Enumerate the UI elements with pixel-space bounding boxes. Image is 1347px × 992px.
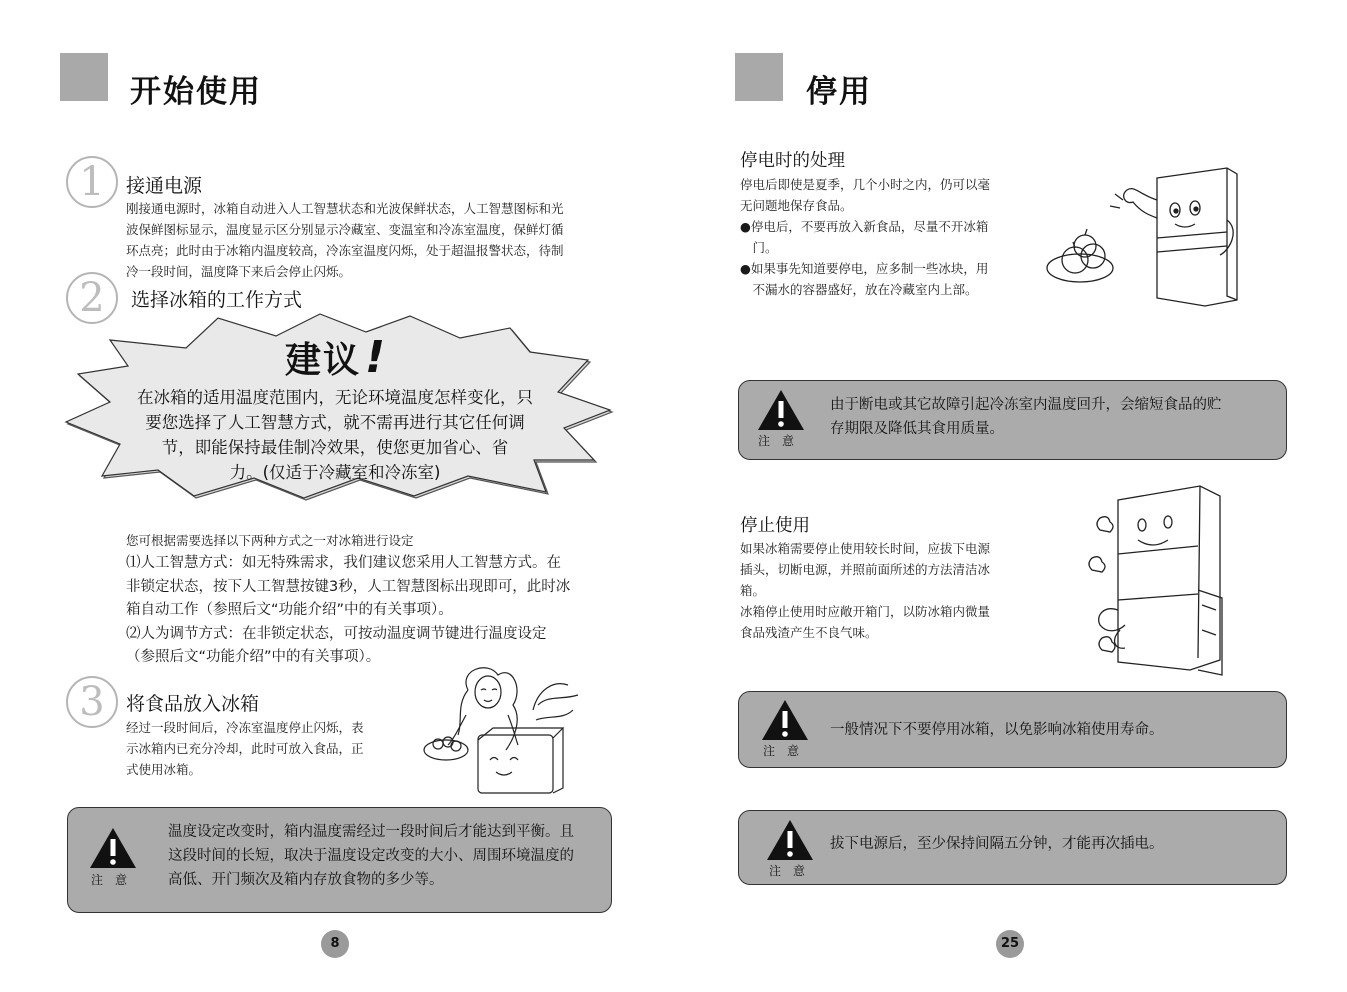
warning-triangle-icon bbox=[756, 388, 806, 432]
page-title-start-use: 开始使用 bbox=[130, 74, 262, 110]
power-outage-line: 不漏水的容器盛好，放在冷藏室内上部。 bbox=[740, 282, 978, 297]
power-outage-line: 门。 bbox=[740, 240, 778, 255]
step-1-line: 冷一段时间，温度降下来后会停止闪烁。 bbox=[126, 264, 352, 279]
step-3-number-circle: 3 bbox=[66, 676, 118, 728]
step-1-line: 波保鲜图标显示，温度显示区分别显示冷藏室、变温室和冷冻室温度，保鲜灯循 bbox=[126, 222, 564, 237]
advice-line: 力。(仅适于冷藏室和冷冻室) bbox=[229, 463, 441, 482]
step-3-description bbox=[126, 717, 406, 780]
power-outage-title: 停电时的处理 bbox=[740, 151, 845, 171]
page-number-right: 25 bbox=[996, 930, 1024, 958]
notice-label: 注 意 bbox=[763, 744, 800, 758]
stop-use-line: 食品残渣产生不良气味。 bbox=[740, 625, 878, 640]
step-2-title: 选择冰箱的工作方式 bbox=[131, 289, 303, 311]
notice-label: 注 意 bbox=[769, 864, 806, 878]
power-outage-line: 无问题地保存食品。 bbox=[740, 198, 853, 213]
modes-description bbox=[126, 552, 611, 670]
page-number-left: 8 bbox=[321, 930, 349, 958]
warning-triangle-icon bbox=[88, 826, 138, 870]
notice-line: 由于断电或其它故障引起冷冻室内温度回升，会缩短食品的贮 bbox=[830, 397, 1222, 413]
notice-line: 存期限及降低其食用质量。 bbox=[830, 421, 1004, 437]
step-2-number-circle: 2 bbox=[66, 272, 118, 324]
notice-line: 高低、开门频次及箱内存放食物的多少等。 bbox=[168, 872, 444, 888]
modes-line: ⑵人为调节方式：在非锁定状态，可按动温度调节键进行温度设定 bbox=[126, 625, 547, 642]
notice-label: 注 意 bbox=[758, 434, 795, 448]
advice-title-text: 建议 bbox=[285, 340, 362, 381]
notice-text bbox=[830, 832, 1270, 856]
warning-triangle-icon bbox=[765, 818, 815, 862]
open-fridge-illustration bbox=[1080, 480, 1230, 680]
stop-use-line: 箱。 bbox=[740, 583, 766, 598]
exclamation-icon: ! bbox=[365, 332, 388, 383]
modes-line: （参照后文“功能介绍”中的有关事项）。 bbox=[126, 649, 381, 665]
heading-square-decoration bbox=[735, 53, 783, 101]
modes-line: 非锁定状态，按下人工智慧按键3秒，人工智慧图标出现即可，此时冰 bbox=[126, 578, 571, 595]
stop-use-description bbox=[740, 538, 1030, 643]
notice-line: 温度设定改变时，箱内温度需经过一段时间后才能达到平衡。且 bbox=[168, 824, 574, 840]
advice-line: 在冰箱的适用温度范围内，无论环境温度怎样变化，只 bbox=[137, 388, 533, 407]
warning-triangle-icon bbox=[760, 698, 810, 742]
notice-text bbox=[830, 718, 1270, 742]
notice-text bbox=[830, 393, 1270, 441]
power-outage-line: ●停电后，不要再放入新食品，尽量不开冰箱 bbox=[740, 219, 989, 234]
power-outage-line: ●如果事先知道要停电，应多制一些冰块，用 bbox=[740, 261, 989, 276]
notice-text bbox=[168, 820, 608, 892]
step-3-title: 将食品放入冰箱 bbox=[126, 693, 260, 715]
fridge-with-apples-illustration bbox=[1045, 160, 1245, 310]
notice-line: 一般情况下不要停用冰箱，以免影响冰箱使用寿命。 bbox=[830, 722, 1164, 738]
stop-use-line: 插头，切断电源，并照前面所述的方法清洁冰 bbox=[740, 562, 991, 577]
notice-line: 拔下电源后，至少保持间隔五分钟，才能再次插电。 bbox=[830, 836, 1164, 852]
stop-use-title: 停止使用 bbox=[740, 516, 810, 536]
advice-body bbox=[110, 385, 560, 485]
step-1-title: 接通电源 bbox=[126, 175, 203, 197]
modes-line: 箱自动工作（参照后文“功能介绍”中的有关事项）。 bbox=[126, 602, 453, 618]
woman-with-food-illustration bbox=[418, 660, 588, 795]
page-title-stop-use: 停用 bbox=[806, 74, 872, 110]
power-outage-line: 停电后即使是夏季，几个小时之内，仍可以毫 bbox=[740, 177, 991, 192]
step-3-line: 式使用冰箱。 bbox=[126, 762, 202, 777]
modes-line: ⑴人工智慧方式：如无特殊需求，我们建议您采用人工智慧方式。在 bbox=[126, 555, 561, 571]
heading-square-decoration bbox=[60, 53, 108, 101]
advice-title bbox=[285, 332, 387, 383]
advice-line: 节，即能保持最佳制冷效果，使您更加省心、省 bbox=[161, 438, 509, 457]
power-outage-description bbox=[740, 174, 1030, 300]
step-1-line: 环点亮；此时由于冰箱内温度较高，冷冻室温度闪烁，处于超温报警状态，待制 bbox=[126, 243, 564, 258]
stop-use-line: 冰箱停止使用时应敞开箱门，以防冰箱内微量 bbox=[740, 604, 991, 619]
stop-use-line: 如果冰箱需要停止使用较长时间，应拔下电源 bbox=[740, 541, 991, 556]
step-3-line: 经过一段时间后，冷冻室温度停止闪烁，表 bbox=[126, 720, 364, 735]
step-3-line: 示冰箱内已充分冷却，此时可放入食品，正 bbox=[126, 741, 364, 756]
notice-label: 注 意 bbox=[91, 873, 128, 887]
advice-line: 要您选择了人工智慧方式，就不需再进行其它任何调 bbox=[145, 413, 525, 432]
step-1-number-circle: 1 bbox=[66, 156, 118, 208]
step-1-line: 刚接通电源时，冰箱自动进入人工智慧状态和光波保鲜状态，人工智慧图标和光 bbox=[126, 201, 564, 216]
modes-intro: 您可根据需要选择以下两种方式之一对冰箱进行设定 bbox=[126, 533, 414, 548]
notice-line: 这段时间的长短，取决于温度设定改变的大小、周围环境温度的 bbox=[168, 848, 574, 864]
step-1-description bbox=[126, 198, 606, 282]
